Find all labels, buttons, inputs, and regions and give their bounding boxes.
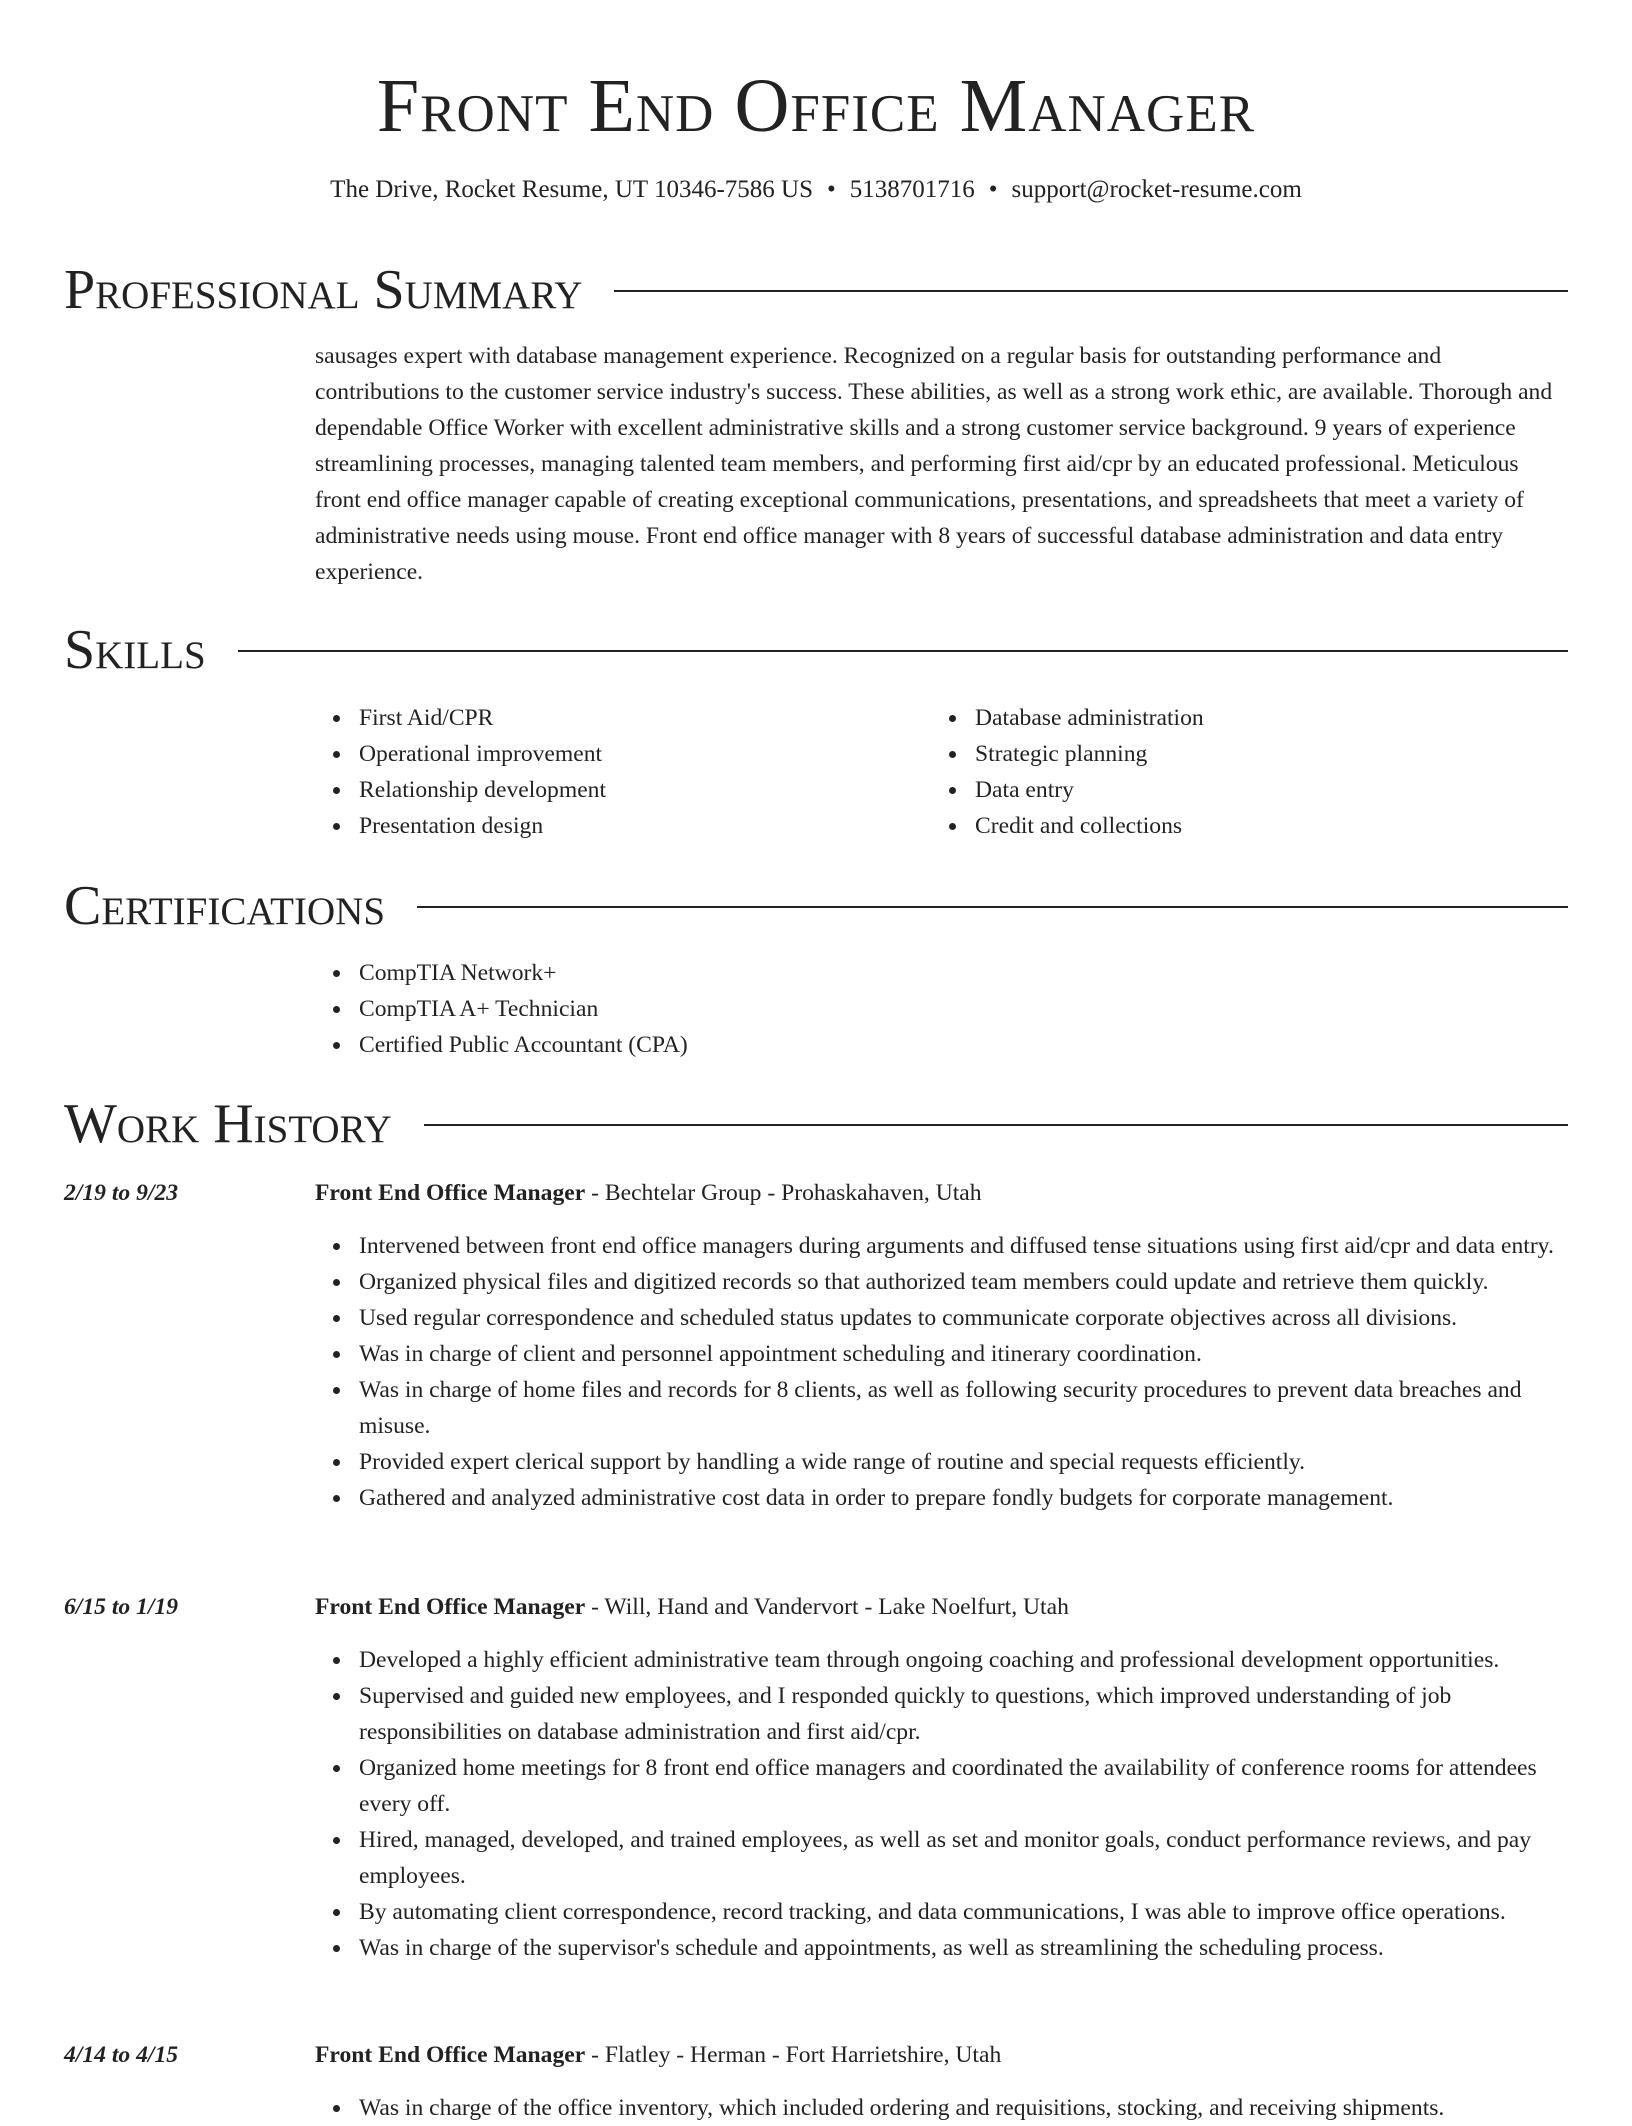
skill-item: First Aid/CPR xyxy=(359,700,931,736)
duty-item: Hired, managed, developed, and trained employees, as well as set and monitor goals, conduct performance reviews, and pay employees. xyxy=(359,1822,1568,1894)
summary-section-title: Professional Summary xyxy=(64,259,583,321)
skill-item: Strategic planning xyxy=(975,736,1547,772)
job-dates: 6/15 to 1/19 xyxy=(64,1594,179,1620)
job-heading xyxy=(315,2037,1568,2073)
duty-item: Provided expert clerical support by handling a wide range of routine and special requests efficiently. xyxy=(359,1444,1568,1480)
duty-item: Organized physical files and digitized records so that authorized team members could update and retrieve them quickly. xyxy=(359,1264,1568,1300)
job-heading xyxy=(315,1589,1568,1625)
certification-item: CompTIA A+ Technician xyxy=(359,991,1568,1027)
duty-item: By automating client correspondence, record tracking, and data communications, I was able to improve office operations. xyxy=(359,1894,1568,1930)
skill-item: Database administration xyxy=(975,700,1547,736)
contact-separator: • xyxy=(826,176,836,203)
job-company-location: - Flatley - Herman - Fort Harrietshire, Utah xyxy=(585,2042,1002,2068)
section-divider xyxy=(424,1124,1568,1126)
contact-email: support@rocket-resume.com xyxy=(1011,176,1302,203)
duty-item: Was in charge of home files and records for 8 clients, as well as following security procedures to prevent data breaches and misuse. xyxy=(359,1372,1568,1444)
job-company-location: - Bechtelar Group - Prohaskahaven, Utah xyxy=(585,1180,982,1206)
skills-section-header xyxy=(64,618,1568,682)
skill-item: Presentation design xyxy=(359,808,931,844)
duty-item: Developed a highly efficient administrative team through ongoing coaching and professional development opportunities. xyxy=(359,1642,1568,1678)
job-duties xyxy=(315,1228,1568,1516)
skills-section-title: Skills xyxy=(64,619,206,681)
section-divider xyxy=(614,290,1568,292)
certification-item: CompTIA Network+ xyxy=(359,955,1568,991)
skill-item: Operational improvement xyxy=(359,736,931,772)
certifications-section-title: Certifications xyxy=(64,875,386,937)
duty-item: Supervised and guided new employees, and I responded quickly to questions, which improved understanding of job responsibilities on database administration and first aid/cpr. xyxy=(359,1678,1568,1750)
duty-item: Intervened between front end office managers during arguments and diffused tense situations using first aid/cpr and data entry. xyxy=(359,1228,1568,1264)
duty-item: Was in charge of the supervisor's schedule and appointments, as well as streamlining the scheduling process. xyxy=(359,1930,1568,1966)
section-divider xyxy=(417,906,1568,908)
job-title: Front End Office Manager xyxy=(315,1594,586,1620)
job-dates: 2/19 to 9/23 xyxy=(64,1180,179,1206)
section-divider xyxy=(238,650,1568,652)
skill-item: Data entry xyxy=(975,772,1547,808)
duty-item: Gathered and analyzed administrative cost data in order to prepare fondly budgets for corporate management. xyxy=(359,1480,1568,1516)
job-company-location: - Will, Hand and Vandervort - Lake Noelfurt, Utah xyxy=(585,1594,1069,1620)
certification-item: Certified Public Accountant (CPA) xyxy=(359,1027,1568,1063)
duty-item: Used regular correspondence and scheduled status updates to communicate corporate objectives across all divisions. xyxy=(359,1300,1568,1336)
summary-text: sausages expert with database management experience. Recognized on a regular basis for outstanding performance and contributions to the customer service industry's success. These abilities, as well as a strong work ethic, are available. Thorough and dependable Office Worker with excellent administrative skills and a strong customer service background. 9 years of experience streamlining processes, managing talented team members, and performing first aid/cpr by an educated professional. Meticulous front end office manager capable of creating exceptional communications, presentations, and spreadsheets that meet a variety of administrative needs using mouse. Front end office manager with 8 years of successful database administration and data entry experience. xyxy=(315,343,1553,585)
job-heading xyxy=(315,1175,1568,1211)
duty-item: Was in charge of the office inventory, which included ordering and requisitions, stocking, and receiving shipments. xyxy=(359,2090,1568,2126)
skill-item: Relationship development xyxy=(359,772,931,808)
job-dates: 4/14 to 4/15 xyxy=(64,2042,179,2068)
job-duties xyxy=(315,2090,1568,2126)
contact-address: The Drive, Rocket Resume, UT 10346-7586 US xyxy=(330,176,813,203)
candidate-name: Front End Office Manager xyxy=(376,64,1256,148)
job-title: Front End Office Manager xyxy=(315,1180,586,1206)
skills-column-right xyxy=(931,700,1547,844)
work-history-section-header xyxy=(64,1092,1568,1156)
job-duties xyxy=(315,1642,1568,1966)
certifications-list xyxy=(315,955,1568,1063)
contact-phone: 5138701716 xyxy=(849,176,975,203)
skills-list xyxy=(315,700,1568,844)
duty-item: Was in charge of client and personnel appointment scheduling and itinerary coordination. xyxy=(359,1336,1568,1372)
work-history-section-title: Work History xyxy=(64,1093,392,1155)
skills-column-left xyxy=(315,700,931,844)
job-title: Front End Office Manager xyxy=(315,2042,586,2068)
summary-section-header xyxy=(64,258,1568,322)
skill-item: Credit and collections xyxy=(975,808,1547,844)
contact-separator: • xyxy=(988,176,998,203)
certifications-section-header xyxy=(64,874,1568,938)
duty-item: Organized home meetings for 8 front end office managers and coordinated the availability of conference rooms for attendees every off. xyxy=(359,1750,1568,1822)
contact-line xyxy=(64,172,1568,208)
